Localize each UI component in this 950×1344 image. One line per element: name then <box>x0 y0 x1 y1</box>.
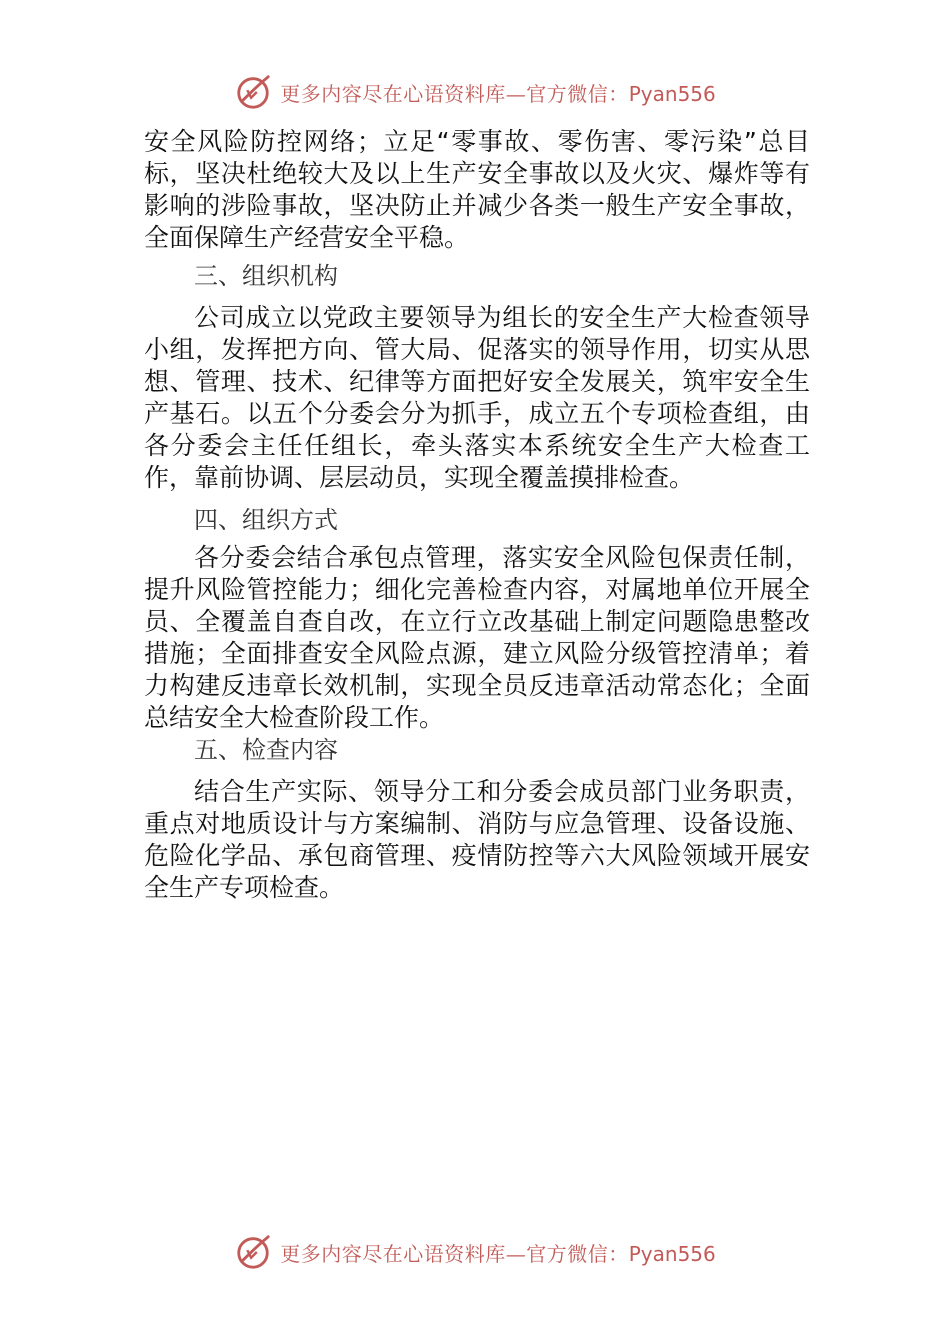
quill-seal-icon <box>234 1233 272 1271</box>
paragraph-goals: 安全风险防控网络；立足“零事故、零伤害、零污染”总目标，坚决杜绝较大及以上生产安全事故以及火灾、爆炸等有影响的涉险事故，坚决防止并减少各类一般生产安全事故，全面保障生产经营安全平稳。 <box>144 127 810 252</box>
watermark-label: 更多内容尽在心语资料库—官方微信： <box>280 1241 629 1266</box>
paragraph-content: 结合生产实际、领导分工和分委会成员部门业务职责，重点对地质设计与方案编制、消防与应急管理、设备设施、危险化学品、承包商管理、疫情防控等六大风险领域开展安全生产专项检查。 <box>144 777 810 902</box>
paragraph-method: 各分委会结合承包点管理，落实安全风险包保责任制，提升风险管控能力；细化完善检查内容，对属地单位开展全员、全覆盖自查自改，在立行立改基础上制定问题隐患整改措施；全面排查安全风险点源，建立风险分级管控清单；着力构建反违章长效机制，实现全员反违章活动常态化；全面总结安全大检查阶段工作。 <box>144 543 810 732</box>
watermark-contact: Pyan556 <box>628 1241 716 1266</box>
watermark-text <box>280 78 716 107</box>
watermark-text <box>280 1238 716 1267</box>
quill-seal-icon <box>234 73 272 111</box>
section-heading-method: 四、组织方式 <box>194 506 338 534</box>
watermark-label: 更多内容尽在心语资料库—官方微信： <box>280 81 629 106</box>
section-heading-content: 五、检查内容 <box>194 736 338 764</box>
section-heading-organization: 三、组织机构 <box>194 262 338 290</box>
footer-watermark <box>0 1228 950 1276</box>
paragraph-organization: 公司成立以党政主要领导为组长的安全生产大检查领导小组，发挥把方向、管大局、促落实的领导作用，切实从思想、管理、技术、纪律等方面把好安全发展关，筑牢安全生产基石。以五个分委会分为抓手，成立五个专项检查组，由各分委会主任任组长，牵头落实本系统安全生产大检查工作，靠前协调、层层动员，实现全覆盖摸排检查。 <box>144 303 810 492</box>
header-watermark <box>0 68 950 116</box>
watermark-contact: Pyan556 <box>628 81 716 106</box>
document-body <box>144 126 810 904</box>
